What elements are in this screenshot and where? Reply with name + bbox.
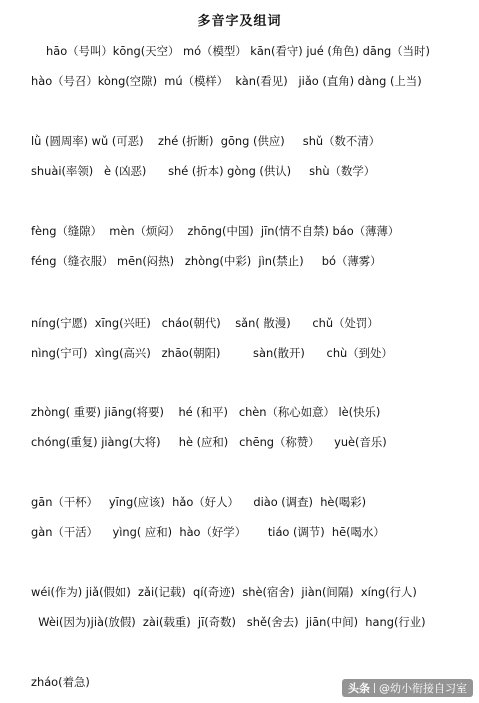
text-line: zhòng( 重要) jiāng(将要) hé (和平) chèn（称心如意） lè(快乐) xyxy=(31,405,381,419)
text-line: nìng(宁可) xìng(高兴) zhāo(朝阳) sàn(散开) chù（到处） xyxy=(31,346,393,360)
watermark xyxy=(342,679,473,697)
text-line: gàn（干活） yìng( 应和) hào（好学） tiáo (调节) hē(喝水） xyxy=(31,525,385,539)
text-line: lǜ (圆周率) wǔ (可恶) zhé (折断) gōng (供应) shǔ（数不清） xyxy=(31,134,381,148)
watermark-brand: 头条 xyxy=(348,682,370,695)
watermark-account: @幼小衔接自习室 xyxy=(379,682,467,695)
text-line: fèng（缝隙） mèn（烦闷） zhōng(中国) jīn(情不自禁) báo（薄薄） xyxy=(31,224,400,238)
text-line: zháo(着急) xyxy=(31,675,90,689)
text-line: níng(宁愿) xīng(兴旺) cháo(朝代) sǎn( 散漫) chǔ（处罚） xyxy=(31,316,379,330)
text-line: gān（干杯） yīng(应该) hǎo（好人） diào (调查) hè(喝彩) xyxy=(31,495,367,509)
text-line: féng（缝衣服） mēn(闷热) zhòng(中彩) jìn(禁止) bó（薄雾） xyxy=(31,254,382,268)
text-line: Wèi(因为)jià(放假) zài(载重) jī(奇数) shě(舍去) jiān(中间) hang(行业) xyxy=(31,615,426,629)
text-line: hāo（号叫）kōng(天空） mó（模型） kān(看守) jué (角色) dāng（当时) xyxy=(46,44,430,58)
text-line: hào（号召）kòng(空隙) mú（模样） kàn(看见) jiǎo (直角) dàng (上当) xyxy=(31,74,422,88)
watermark-divider xyxy=(374,683,375,693)
text-line: chóng(重复) jiàng(大将) hè (应和) chēng（称赞） yuè(音乐) xyxy=(31,435,387,449)
text-line: shuài(率领) è (凶恶) shé (折本) gòng (供认) shù（数学） xyxy=(31,164,376,178)
page-title: 多音字及组词 xyxy=(197,14,282,29)
text-line: wéi(作为) jiǎ(假如) zǎi(记载) qí(奇迹) shè(宿舍) jiàn(间隔) xíng(行人) xyxy=(31,585,417,599)
